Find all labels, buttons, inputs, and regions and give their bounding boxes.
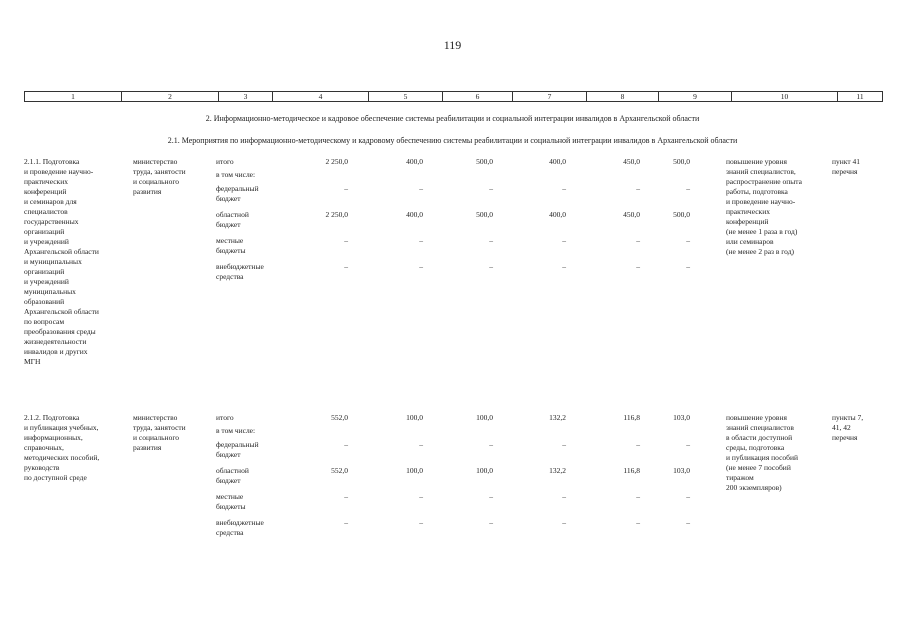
funding-value: – <box>636 236 640 245</box>
funding-source: федеральный бюджет <box>216 440 259 459</box>
funding-value: 450,0 <box>623 157 640 166</box>
funding-value: – <box>419 184 423 193</box>
funding-value: – <box>686 184 690 193</box>
funding-value: – <box>489 492 493 501</box>
funding-source: итого <box>216 157 234 166</box>
funding-value: 400,0 <box>549 210 566 219</box>
column-number-header <box>24 91 883 102</box>
funding-value: 103,0 <box>673 413 690 422</box>
funding-value: – <box>344 236 348 245</box>
column-number-cell: 7 <box>513 92 587 102</box>
funding-value: 500,0 <box>673 210 690 219</box>
funding-value: 450,0 <box>623 210 640 219</box>
funding-value: – <box>419 440 423 449</box>
funding-value: 400,0 <box>406 157 423 166</box>
funding-value: – <box>344 184 348 193</box>
funding-value: – <box>686 518 690 527</box>
column-number-cell: 3 <box>219 92 273 102</box>
funding-value: 100,0 <box>476 466 493 475</box>
funding-value: – <box>636 184 640 193</box>
funding-value: – <box>344 262 348 271</box>
funding-source: внебюджетные средства <box>216 518 264 537</box>
column-number-cell: 11 <box>838 92 883 102</box>
executor: министерство труда, занятости и социального развития <box>133 413 186 452</box>
funding-source: федеральный бюджет <box>216 184 259 203</box>
funding-value: – <box>562 492 566 501</box>
column-number-cell: 6 <box>443 92 513 102</box>
funding-source: местные бюджеты <box>216 492 246 511</box>
funding-source: в том числе: <box>216 170 256 179</box>
funding-value: – <box>489 236 493 245</box>
funding-value: 400,0 <box>406 210 423 219</box>
reference: пункты 7, 41, 42 перечня <box>832 413 864 442</box>
funding-value: – <box>344 440 348 449</box>
funding-value: 116,8 <box>623 466 640 475</box>
funding-value: – <box>636 518 640 527</box>
column-number-cell: 5 <box>369 92 443 102</box>
funding-source: местные бюджеты <box>216 236 246 255</box>
funding-value: – <box>344 518 348 527</box>
funding-value: – <box>419 492 423 501</box>
expected-result: повышение уровня знаний специалистов в области доступной среды, подготовка и публикация пособий (не менее 7 пособий тиражом 200 экземпляров) <box>726 413 799 492</box>
column-number-cell: 9 <box>659 92 732 102</box>
funding-value: – <box>686 236 690 245</box>
funding-source: в том числе: <box>216 426 256 435</box>
funding-value: – <box>489 440 493 449</box>
subsection-title: 2.1. Мероприятия по информационно-методическому и кадровому обеспечению системы реабилитации и социальной интеграции инвалидов в Архангельской области <box>167 136 738 145</box>
column-number-cell: 10 <box>732 92 838 102</box>
funding-value: 2 250,0 <box>325 157 348 166</box>
funding-value: 103,0 <box>673 466 690 475</box>
activity-name: 2.1.1. Подготовка и проведение научно- практических конференций и семинаров для специалистов государственных организаций и учреждений Архангельской области и муниципальных организаций и учреждений муниципальных образований Архангельской области по вопросам преобразования среды жизнедеятельности инвалидов и других МГН <box>24 157 99 366</box>
funding-value: 116,8 <box>623 413 640 422</box>
funding-value: 100,0 <box>406 466 423 475</box>
funding-value: – <box>419 236 423 245</box>
funding-value: – <box>636 492 640 501</box>
funding-value: – <box>489 184 493 193</box>
funding-value: – <box>686 492 690 501</box>
funding-value: – <box>686 440 690 449</box>
funding-value: – <box>344 492 348 501</box>
activity-name: 2.1.2. Подготовка и публикация учебных, информационных, справочных, методических пособий, руководств по доступной среде <box>24 413 100 482</box>
funding-source: внебюджетные средства <box>216 262 264 281</box>
funding-value: – <box>562 262 566 271</box>
expected-result: повышение уровня знаний специалистов, распространение опыта работы, подготовка и проведение научно- практических конференций (не менее 1 раза в год) или семинаров (не менее 2 раз в год) <box>726 157 802 256</box>
section-title: 2. Информационно-методическое и кадровое обеспечение системы реабилитации и социальной интеграции инвалидов в Архангельской области <box>205 114 700 123</box>
funding-value: 500,0 <box>476 157 493 166</box>
funding-value: – <box>636 440 640 449</box>
funding-source: областной бюджет <box>216 210 249 229</box>
column-number-cell: 2 <box>122 92 219 102</box>
funding-value: 500,0 <box>673 157 690 166</box>
funding-value: – <box>562 518 566 527</box>
funding-value: 552,0 <box>331 466 348 475</box>
funding-value: – <box>562 236 566 245</box>
column-number-cell: 4 <box>273 92 369 102</box>
column-number-cell: 8 <box>587 92 659 102</box>
funding-source: областной бюджет <box>216 466 249 485</box>
funding-value: 2 250,0 <box>325 210 348 219</box>
funding-value: 400,0 <box>549 157 566 166</box>
funding-value: – <box>419 518 423 527</box>
column-number-cell: 1 <box>25 92 122 102</box>
funding-value: – <box>562 184 566 193</box>
funding-value: – <box>562 440 566 449</box>
funding-value: – <box>489 518 493 527</box>
funding-value: 100,0 <box>406 413 423 422</box>
funding-value: – <box>636 262 640 271</box>
funding-value: 552,0 <box>331 413 348 422</box>
funding-value: 100,0 <box>476 413 493 422</box>
funding-value: – <box>419 262 423 271</box>
funding-value: – <box>489 262 493 271</box>
funding-value: 500,0 <box>476 210 493 219</box>
funding-value: 132,2 <box>549 413 566 422</box>
reference: пункт 41 перечня <box>832 157 860 176</box>
funding-value: 132,2 <box>549 466 566 475</box>
executor: министерство труда, занятости и социального развития <box>133 157 186 196</box>
page-number: 119 <box>443 38 462 52</box>
funding-value: – <box>686 262 690 271</box>
funding-source: итого <box>216 413 234 422</box>
